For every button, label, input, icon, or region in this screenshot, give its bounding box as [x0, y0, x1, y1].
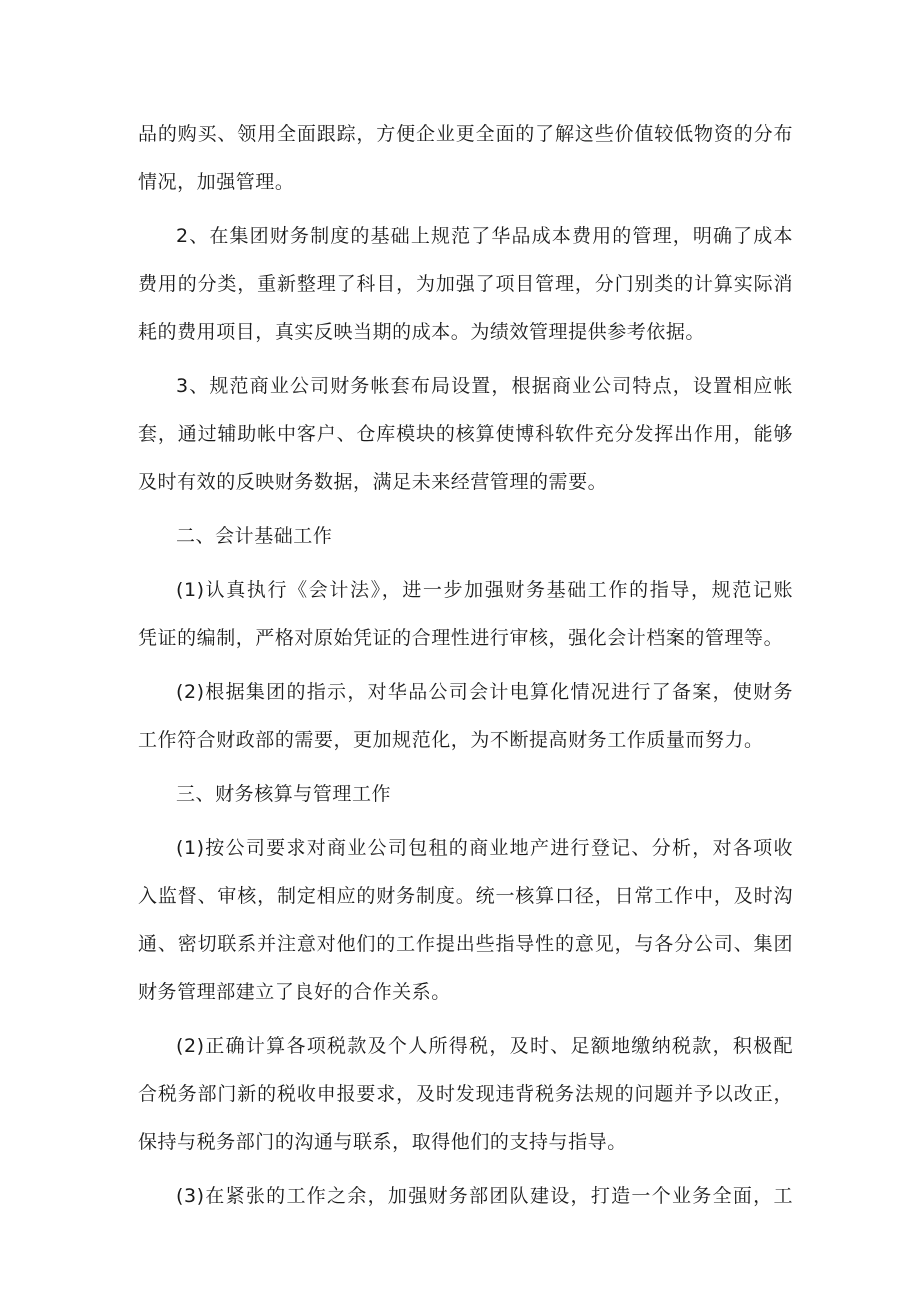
paragraph-line: (2)根据集团的指示，对华品公司会计电算化情况进行了备案，使财务	[176, 681, 793, 703]
paragraph-line: (2)正确计算各项税款及个人所得税，及时、足额地缴纳税款，积极配	[176, 1035, 793, 1057]
paragraph-line: 耗的费用项目，真实反映当期的成本。为绩效管理提供参考依据。	[138, 321, 705, 343]
section-heading: 三、财务核算与管理工作	[176, 783, 392, 805]
paragraph-line: 费用的分类，重新整理了科目，为加强了项目管理，分门别类的计算实际消	[138, 273, 793, 295]
paragraph-line: 财务管理部建立了良好的合作关系。	[138, 981, 451, 1003]
paragraph-line: 套，通过辅助帐中客户、仓库模块的核算使博科软件充分发挥出作用，能够	[138, 423, 793, 445]
paragraph-line: 保持与税务部门的沟通与联系，取得他们的支持与指导。	[138, 1131, 627, 1153]
paragraph-line: 通、密切联系并注意对他们的工作提出些指导性的意见，与各分公司、集团	[138, 933, 793, 955]
document-body	[138, 114, 793, 1224]
paragraph-line: 入监督、审核，制定相应的财务制度。统一核算口径，日常工作中，及时沟	[138, 885, 793, 907]
paragraph-line: 2、在集团财务制度的基础上规范了华品成本费用的管理，明确了成本	[176, 225, 793, 247]
paragraph-line: 凭证的编制，严格对原始凭证的合理性进行审核，强化会计档案的管理等。	[138, 627, 784, 649]
paragraph-line: (1)认真执行《会计法》，进一步加强财务基础工作的指导，规范记账	[176, 579, 793, 601]
paragraph-line: 合税务部门新的税收申报要求，及时发现违背税务法规的问题并予以改正，	[138, 1083, 793, 1105]
paragraph-line: (3)在紧张的工作之余，加强财务部团队建设，打造一个业务全面，工	[176, 1185, 793, 1207]
section-heading: 二、会计基础工作	[176, 525, 333, 547]
paragraph-line: 及时有效的反映财务数据，满足未来经营管理的需要。	[138, 471, 608, 493]
paragraph-line: 3、规范商业公司财务帐套布局设置，根据商业公司特点，设置相应帐	[176, 375, 793, 397]
paragraph-line: 工作符合财政部的需要，更加规范化，为不断提高财务工作质量而努力。	[138, 729, 764, 751]
paragraph-line: 情况，加强管理。	[138, 171, 295, 193]
paragraph-line: (1)按公司要求对商业公司包租的商业地产进行登记、分析，对各项收	[176, 837, 793, 859]
paragraph-line: 品的购买、领用全面跟踪，方便企业更全面的了解这些价值较低物资的分布	[138, 123, 793, 145]
